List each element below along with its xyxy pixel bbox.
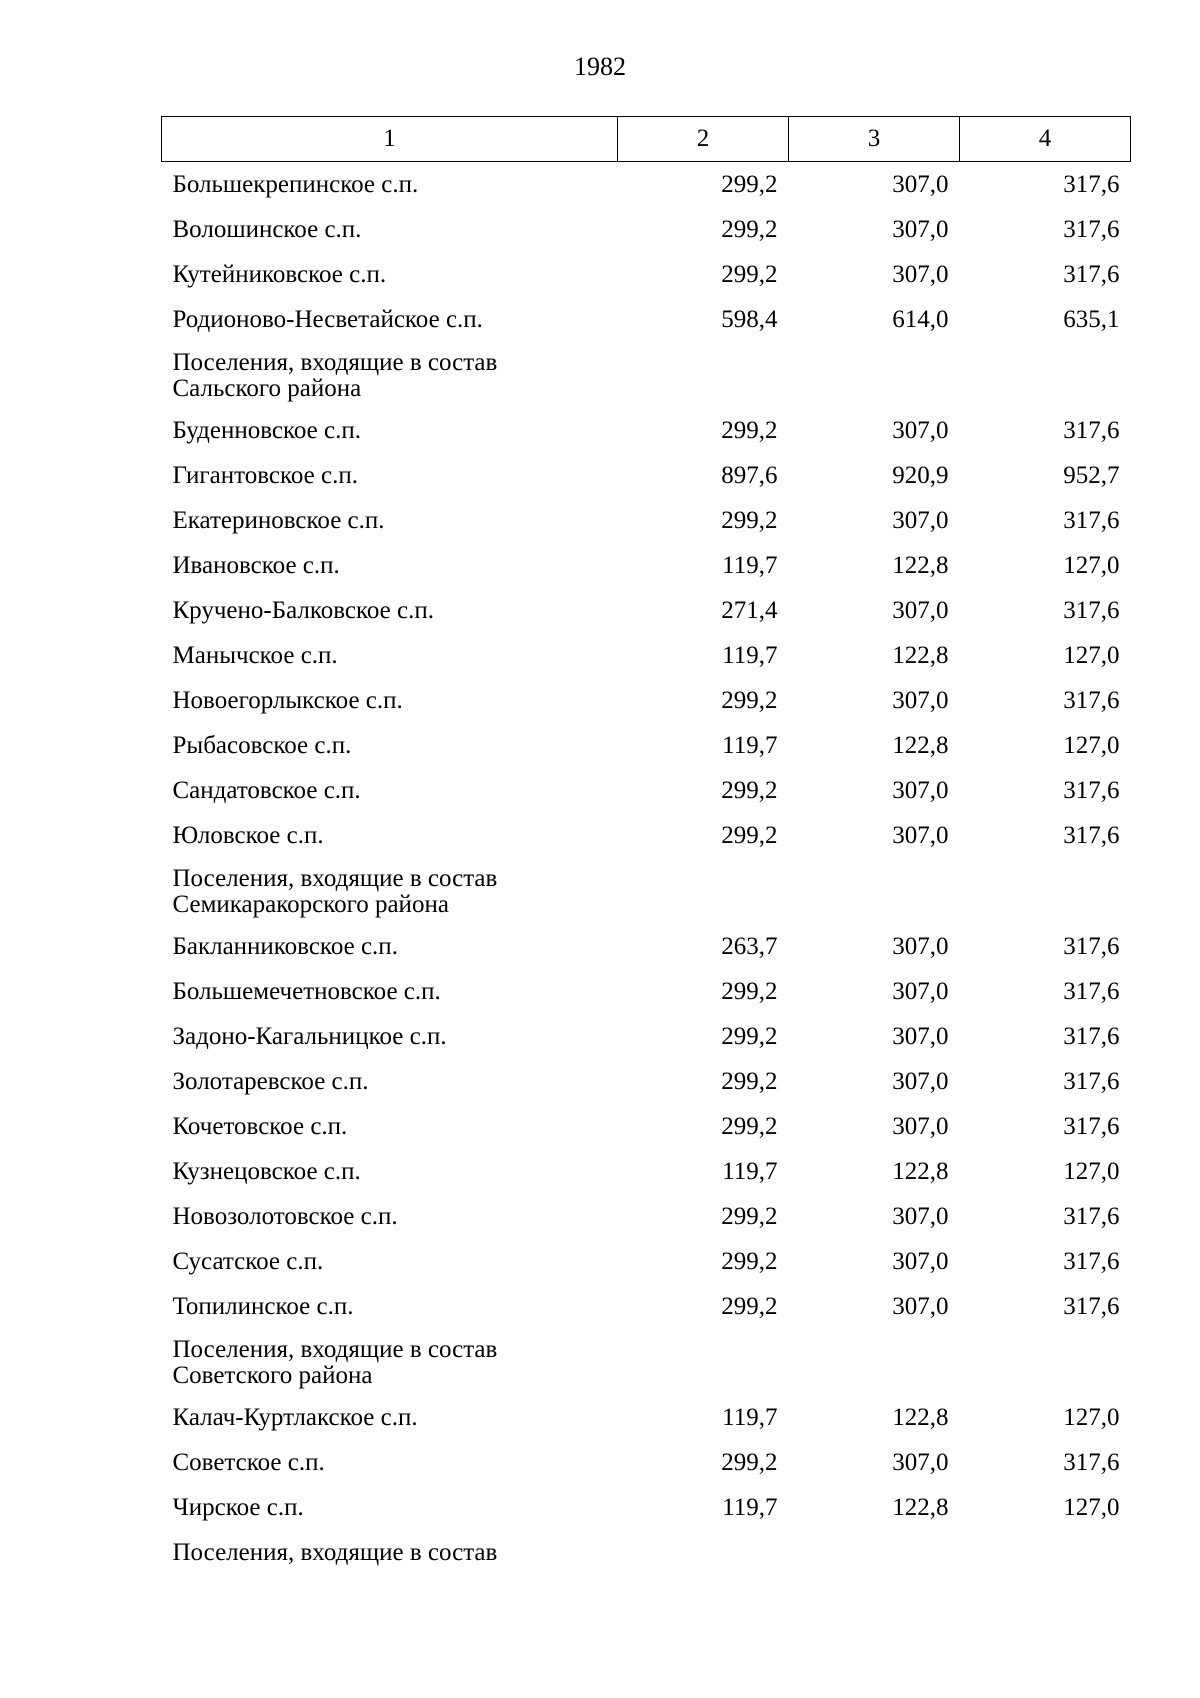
settlement-name-cell: Золотаревское с.п. (172, 1067, 369, 1095)
value-cell-col3: 307,0 (892, 1112, 949, 1140)
value-cell-col3: 307,0 (892, 260, 949, 288)
value-cell-col2: 271,4 (721, 596, 778, 624)
table-row (162, 969, 1131, 1014)
settlement-name-cell: Задоно-Кагальницкое с.п. (172, 1022, 447, 1050)
settlement-name-cell: Ивановское с.п. (172, 551, 340, 579)
column-header: 4 (960, 117, 1131, 162)
value-cell-col4: 952,7 (1063, 461, 1120, 489)
value-cell-col4: 127,0 (1063, 1403, 1120, 1431)
settlement-name-cell: Новозолотовское с.п. (172, 1202, 398, 1230)
data-table (161, 116, 1131, 1575)
empty-cell (960, 342, 1131, 408)
value-cell-col2: 299,2 (721, 776, 778, 804)
value-cell-col3: 614,0 (892, 305, 949, 333)
group-heading (162, 858, 618, 924)
value-cell-col2: 119,7 (722, 731, 778, 759)
value-cell-col3: 307,0 (892, 1022, 949, 1050)
value-cell-col4: 317,6 (1063, 1112, 1120, 1140)
empty-cell (960, 1329, 1131, 1395)
settlement-name-cell: Бакланниковское с.п. (172, 932, 398, 960)
value-cell-col4: 317,6 (1063, 1022, 1120, 1050)
value-cell-col2: 299,2 (721, 1448, 778, 1476)
settlement-name-cell: Сандатовское с.п. (172, 776, 361, 804)
table-row (162, 813, 1131, 858)
settlement-name-cell: Волошинское с.п. (172, 215, 362, 243)
empty-cell (789, 1329, 960, 1395)
settlement-name-cell: Топилинское с.п. (172, 1292, 354, 1320)
value-cell-col4: 317,6 (1063, 686, 1120, 714)
table-row (162, 678, 1131, 723)
value-cell-col2: 263,7 (721, 932, 778, 960)
value-cell-col3: 307,0 (892, 215, 949, 243)
value-cell-col2: 299,2 (721, 1022, 778, 1050)
empty-cell (618, 342, 789, 408)
value-cell-col2: 299,2 (721, 977, 778, 1005)
table-row (162, 207, 1131, 252)
value-cell-col4: 317,6 (1063, 977, 1120, 1005)
value-cell-col4: 317,6 (1063, 776, 1120, 804)
table-row (162, 1194, 1131, 1239)
value-cell-col3: 307,0 (892, 932, 949, 960)
empty-cell (618, 1329, 789, 1395)
table-row (162, 723, 1131, 768)
table-row (162, 1440, 1131, 1485)
value-cell-col4: 127,0 (1063, 731, 1120, 759)
value-cell-col3: 307,0 (892, 1247, 949, 1275)
group-heading-line: Семикаракорского района (172, 891, 449, 918)
table-row (162, 1485, 1131, 1530)
value-cell-col4: 127,0 (1063, 641, 1120, 669)
settlement-name-cell: Екатериновское с.п. (172, 506, 385, 534)
table-row (162, 924, 1131, 969)
value-cell-col3: 122,8 (892, 551, 949, 579)
table-row (162, 297, 1131, 342)
settlement-name-cell: Калач-Куртлакское с.п. (172, 1403, 418, 1431)
settlement-name-cell: Гигантовское с.п. (172, 461, 358, 489)
group-heading-line: Советского района (172, 1362, 373, 1389)
settlement-name-cell: Новоегорлыкское с.п. (172, 686, 403, 714)
table-body (162, 162, 1131, 1576)
value-cell-col2: 299,2 (721, 1247, 778, 1275)
table-row (162, 588, 1131, 633)
value-cell-col4: 317,6 (1063, 170, 1120, 198)
value-cell-col3: 307,0 (892, 686, 949, 714)
settlement-name-cell: Поселения, входящие в состав (172, 1538, 498, 1566)
value-cell-col3: 307,0 (892, 1448, 949, 1476)
empty-cell (618, 858, 789, 924)
value-cell-col4: 317,6 (1063, 1448, 1120, 1476)
value-cell-col2: 299,2 (721, 821, 778, 849)
table-row (162, 408, 1131, 453)
settlement-name-cell: Кузнецовское с.п. (172, 1157, 361, 1185)
table-row (162, 252, 1131, 297)
value-cell-col4: 317,6 (1063, 932, 1120, 960)
table-row (162, 1014, 1131, 1059)
column-header: 1 (162, 117, 618, 162)
settlement-name-cell: Сусатское с.п. (172, 1247, 324, 1275)
empty-cell (789, 858, 960, 924)
value-cell-col2: 119,7 (722, 1403, 778, 1431)
table-row (162, 1395, 1131, 1440)
settlement-name-cell: Манычское с.п. (172, 641, 338, 669)
table-row (162, 162, 1131, 208)
value-cell-col3: 920,9 (892, 461, 949, 489)
value-cell-col2: 299,2 (721, 1112, 778, 1140)
value-cell-col2: 299,2 (721, 215, 778, 243)
value-cell-col4: 317,6 (1063, 1247, 1120, 1275)
table-row (162, 543, 1131, 588)
value-cell-col4: 317,6 (1063, 1202, 1120, 1230)
value-cell-col3: 307,0 (892, 821, 949, 849)
value-cell-col3: 122,8 (892, 731, 949, 759)
value-cell-col3: 122,8 (892, 641, 949, 669)
value-cell-col2: 299,2 (721, 260, 778, 288)
table-row (162, 1059, 1131, 1104)
group-heading-row (162, 1329, 1131, 1395)
value-cell-col4: 317,6 (1063, 416, 1120, 444)
value-cell-col3: 307,0 (892, 1292, 949, 1320)
value-cell-col3: 307,0 (892, 977, 949, 1005)
settlement-name-cell: Буденновское с.п. (172, 416, 361, 444)
value-cell-col2: 897,6 (721, 461, 778, 489)
value-cell-col2: 119,7 (722, 1493, 778, 1521)
value-cell-col4: 635,1 (1063, 305, 1120, 333)
value-cell-col3 (789, 1530, 960, 1575)
group-heading (162, 1329, 618, 1395)
column-header: 2 (618, 117, 789, 162)
value-cell-col4: 127,0 (1063, 1157, 1120, 1185)
value-cell-col4: 317,6 (1063, 260, 1120, 288)
value-cell-col4: 317,6 (1063, 1292, 1120, 1320)
group-heading-line: Поселения, входящие в состав (172, 349, 498, 376)
value-cell-col3: 307,0 (892, 506, 949, 534)
value-cell-col4: 127,0 (1063, 1493, 1120, 1521)
value-cell-col2: 299,2 (721, 686, 778, 714)
value-cell-col3: 307,0 (892, 776, 949, 804)
settlement-name-cell: Юловское с.п. (172, 821, 324, 849)
value-cell-col2: 598,4 (721, 305, 778, 333)
group-heading-line: Поселения, входящие в состав (172, 1336, 498, 1363)
settlement-name-cell: Кочетовское с.п. (172, 1112, 348, 1140)
table-row (162, 1239, 1131, 1284)
table-row (162, 1104, 1131, 1149)
group-heading-line: Поселения, входящие в состав (172, 865, 498, 892)
table-row (162, 768, 1131, 813)
value-cell-col4: 317,6 (1063, 1067, 1120, 1095)
empty-cell (789, 342, 960, 408)
settlement-name-cell: Чирское с.п. (172, 1493, 304, 1521)
group-heading (162, 342, 618, 408)
value-cell-col2: 299,2 (721, 416, 778, 444)
table-row (162, 1530, 1131, 1575)
value-cell-col2: 119,7 (722, 1157, 778, 1185)
settlement-name-cell: Родионово-Несветайское с.п. (172, 305, 483, 333)
settlement-name-cell: Большемечетновское с.п. (172, 977, 441, 1005)
value-cell-col3: 307,0 (892, 596, 949, 624)
value-cell-col4 (960, 1530, 1131, 1575)
group-heading-row (162, 858, 1131, 924)
value-cell-col4: 317,6 (1063, 215, 1120, 243)
settlement-name-cell: Большекрепинское с.п. (172, 170, 419, 198)
value-cell-col3: 307,0 (892, 1202, 949, 1230)
value-cell-col2: 119,7 (722, 551, 778, 579)
group-heading-row (162, 342, 1131, 408)
value-cell-col2: 299,2 (721, 1292, 778, 1320)
value-cell-col2: 119,7 (722, 641, 778, 669)
settlement-name-cell: Рыбасовское с.п. (172, 731, 352, 759)
value-cell-col3: 307,0 (892, 416, 949, 444)
settlement-name-cell: Кутейниковское с.п. (172, 260, 387, 288)
value-cell-col4: 317,6 (1063, 596, 1120, 624)
table-row (162, 1284, 1131, 1329)
value-cell-col3: 122,8 (892, 1157, 949, 1185)
value-cell-col3: 122,8 (892, 1493, 949, 1521)
value-cell-col3: 307,0 (892, 170, 949, 198)
value-cell-col4: 127,0 (1063, 551, 1120, 579)
group-heading-line: Сальского района (172, 375, 362, 402)
empty-cell (960, 858, 1131, 924)
value-cell-col2: 299,2 (721, 1202, 778, 1230)
table-row (162, 633, 1131, 678)
value-cell-col4: 317,6 (1063, 821, 1120, 849)
table-row (162, 453, 1131, 498)
value-cell-col4: 317,6 (1063, 506, 1120, 534)
value-cell-col3: 307,0 (892, 1067, 949, 1095)
table-row (162, 498, 1131, 543)
table-row (162, 1149, 1131, 1194)
table-header-row (162, 117, 1131, 162)
settlement-name-cell: Советское с.п. (172, 1448, 325, 1476)
settlement-name-cell: Кручено-Балковское с.п. (172, 596, 434, 624)
page-number: 1982 (574, 52, 626, 81)
value-cell-col2: 299,2 (721, 170, 778, 198)
value-cell-col2: 299,2 (721, 1067, 778, 1095)
value-cell-col2 (618, 1530, 789, 1575)
value-cell-col3: 122,8 (892, 1403, 949, 1431)
column-header: 3 (789, 117, 960, 162)
value-cell-col2: 299,2 (721, 506, 778, 534)
